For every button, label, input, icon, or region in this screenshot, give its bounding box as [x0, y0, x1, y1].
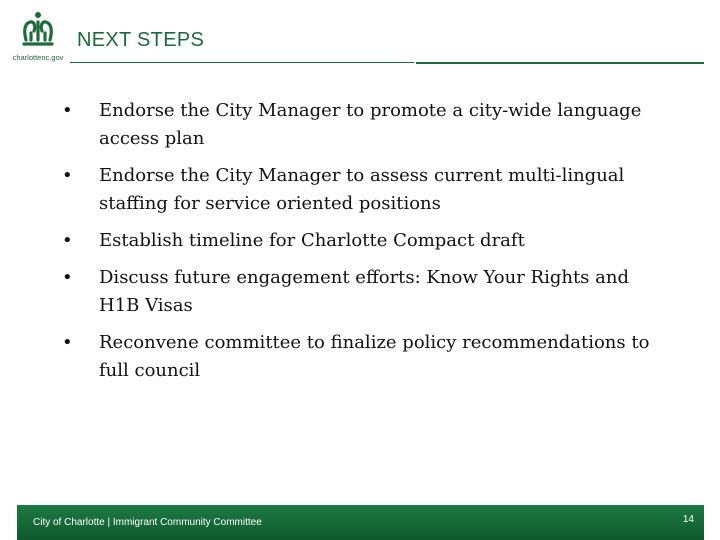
footer-bar: [17, 505, 704, 540]
page-number: 14: [682, 514, 694, 525]
bullet-text: Reconvene committee to finalize policy recommendations to full council: [99, 332, 650, 381]
bullet-marker: •: [62, 100, 73, 121]
title-divider-left: [70, 62, 414, 63]
bullet-list: [62, 97, 662, 394]
page-title: NEXT STEPS: [77, 29, 205, 51]
bullet-marker: •: [62, 230, 73, 251]
bullet-item: [62, 227, 662, 255]
title-divider-right: [416, 62, 704, 64]
logo-text: charlottenc.gov: [12, 53, 64, 62]
bullet-text: Endorse the City Manager to promote a city-wide language access plan: [99, 100, 642, 149]
bullet-item: [62, 329, 662, 385]
bullet-item: [62, 97, 662, 153]
charlotte-logo: [8, 10, 68, 64]
bullet-marker: •: [62, 267, 73, 288]
footer-text: City of Charlotte | Immigrant Community Committee: [33, 517, 262, 528]
bullet-marker: •: [62, 332, 73, 353]
bullet-text: Discuss future engagement efforts: Know Your Rights and H1B Visas: [99, 267, 629, 316]
crown-icon: [18, 10, 58, 50]
bullet-item: [62, 264, 662, 320]
bullet-item: [62, 162, 662, 218]
bullet-text: Endorse the City Manager to assess current multi-lingual staffing for service oriented positions: [99, 165, 625, 214]
bullet-marker: •: [62, 165, 73, 186]
bullet-text: Establish timeline for Charlotte Compact draft: [99, 230, 525, 251]
